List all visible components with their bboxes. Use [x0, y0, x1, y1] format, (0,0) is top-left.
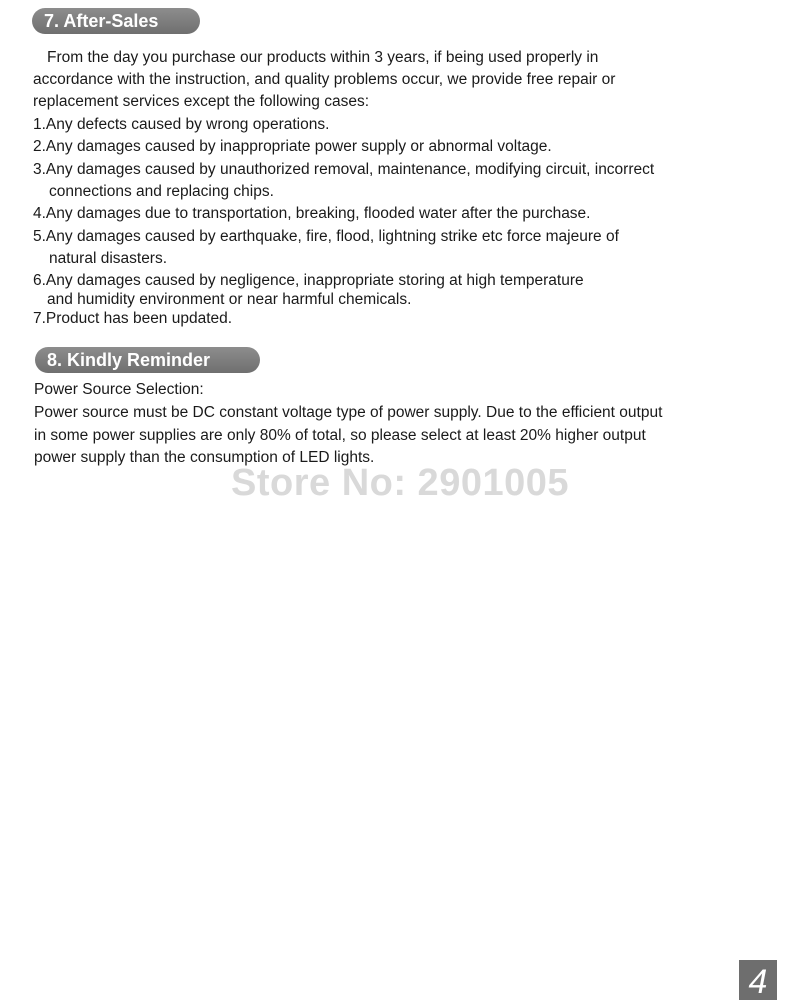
- power-source-heading: Power Source Selection:: [34, 381, 204, 398]
- after-sales-item-3-continued: connections and replacing chips.: [49, 183, 274, 200]
- after-sales-intro-line-3: replacement services except the following cases:: [33, 93, 369, 110]
- after-sales-item-2: 2.Any damages caused by inappropriate power supply or abnormal voltage.: [33, 138, 552, 155]
- after-sales-item-5: 5.Any damages caused by earthquake, fire, flood, lightning strike etc force majeure of: [33, 228, 619, 245]
- page-number: 4: [739, 960, 777, 1000]
- reminder-body-line-2: in some power supplies are only 80% of total, so please select at least 20% higher output: [34, 427, 646, 444]
- after-sales-intro-line-1: From the day you purchase our products within 3 years, if being used properly in: [47, 49, 599, 66]
- after-sales-item-6: 6.Any damages caused by negligence, inappropriate storing at high temperature: [33, 272, 584, 289]
- reminder-body-line-3: power supply than the consumption of LED lights.: [34, 449, 375, 466]
- after-sales-item-7: 7.Product has been updated.: [33, 310, 233, 327]
- after-sales-item-1: 1.Any defects caused by wrong operations.: [33, 116, 330, 133]
- reminder-body-line-1: Power source must be DC constant voltage type of power supply. Due to the efficient output: [34, 404, 663, 421]
- section-7-title: 7. After-Sales: [32, 8, 200, 34]
- after-sales-item-6-continued: and humidity environment or near harmful chemicals.: [47, 291, 412, 308]
- section-8-title: 8. Kindly Reminder: [35, 347, 260, 373]
- after-sales-intro-line-2: accordance with the instruction, and quality problems occur, we provide free repair or: [33, 71, 616, 88]
- store-watermark: Store No: 2901005: [231, 462, 569, 504]
- after-sales-item-5-continued: natural disasters.: [49, 250, 168, 267]
- after-sales-item-3: 3.Any damages caused by unauthorized removal, maintenance, modifying circuit, incorrect: [33, 161, 655, 178]
- after-sales-item-4: 4.Any damages due to transportation, breaking, flooded water after the purchase.: [33, 205, 591, 222]
